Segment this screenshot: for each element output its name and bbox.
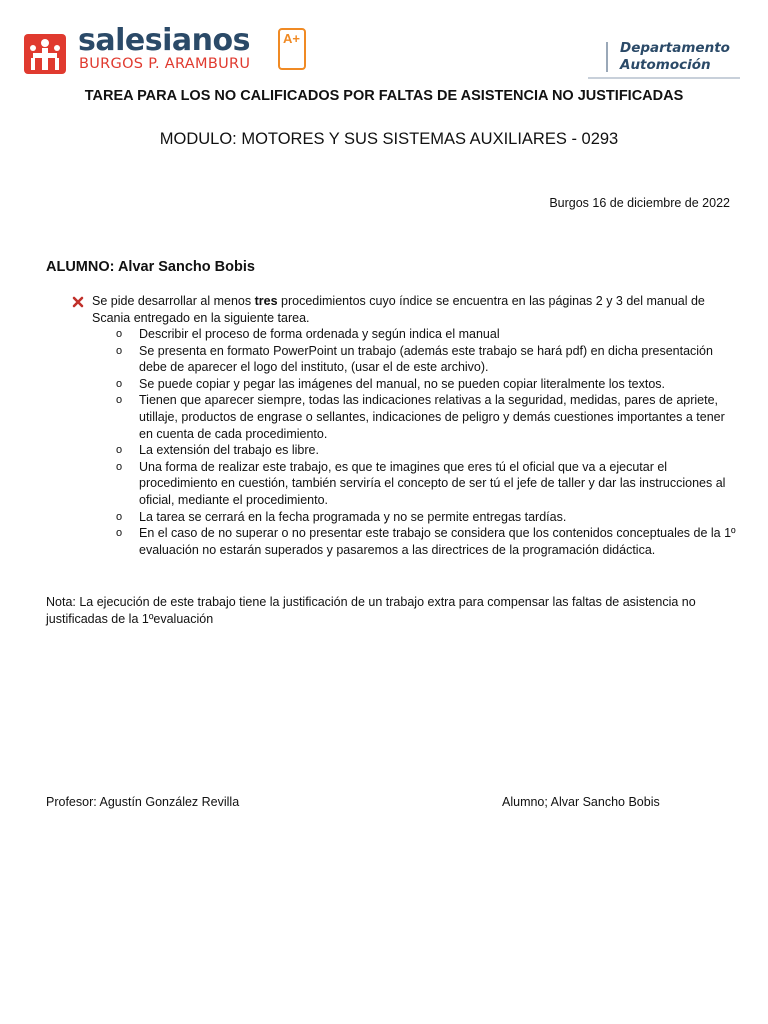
- document-title: TAREA PARA LOS NO CALIFICADOS POR FALTAS DE ASISTENCIA NO JUSTIFICADAS: [84, 88, 684, 104]
- list-item-text: La extensión del trabajo es libre.: [139, 443, 319, 458]
- main-instruction-before: Se pide desarrollar al menos: [92, 294, 255, 308]
- main-instruction-bold: tres: [254, 294, 278, 308]
- list-marker: o: [116, 394, 123, 407]
- note-paragraph: Nota: La ejecución de este trabajo tiene la justificación de un trabajo extra para compensar las faltas de asistencia no justificadas de la 1ºevaluación: [46, 595, 696, 626]
- document-date: Burgos 16 de diciembre de 2022: [549, 196, 730, 210]
- list-marker: o: [116, 510, 123, 523]
- list-marker: o: [116, 444, 123, 457]
- list-marker: o: [116, 460, 123, 473]
- red-x-icon: [72, 296, 84, 308]
- logo-name: salesianos: [78, 23, 250, 58]
- list-item-text: Se presenta en formato PowerPoint un trabajo (además este trabajo se hará pdf) en dicha presentación debe de aparecer el logo del instituto, (usar el de este archivo).: [139, 343, 713, 375]
- list-marker: o: [116, 377, 123, 390]
- list-item: [116, 326, 736, 343]
- list-marker: o: [116, 344, 123, 357]
- department-divider: [606, 42, 608, 72]
- list-item: [116, 509, 736, 526]
- badge-label: A+: [283, 31, 300, 46]
- department-line-1: Departamento: [620, 40, 730, 56]
- list-item-text: Tienen que aparecer siempre, todas las indicaciones relativas a la seguridad, medidas, pares de apriete, utillaje, productos de engrase o sellantes, indicaciones de peligro y demás cuestiones importantes a tener en cuenta de cada procedimiento.: [139, 393, 725, 441]
- document-header: [0, 0, 768, 80]
- list-item: [116, 442, 736, 459]
- quality-badge-icon: [278, 28, 306, 70]
- list-marker: o: [116, 328, 123, 340]
- main-instruction-text: [92, 293, 732, 326]
- list-item: [116, 459, 736, 509]
- list-item: [116, 525, 736, 558]
- main-instruction-after: procedimientos cuyo índice se encuentra en las páginas 2 y 3 del manual de Scania entregado en la siguiente tarea.: [92, 294, 705, 325]
- header-rule: [588, 77, 740, 79]
- list-item-text: En el caso de no superar o no presentar este trabajo se considera que los contenidos conceptuales de la 1º evaluación no estarán superados y pasaremos a las directrices de la programación didáctica.: [139, 526, 736, 557]
- list-item-text: La tarea se cerrará en la fecha programada y no se permite entregas tardías.: [139, 509, 567, 524]
- department-name: [620, 40, 730, 74]
- list-item-text: Describir el proceso de forma ordenada y según indica el manual: [139, 327, 500, 341]
- student-heading: ALUMNO: Alvar Sancho Bobis: [46, 259, 255, 275]
- requirements-list: [116, 326, 736, 558]
- logo-subtitle: BURGOS P. ARAMBURU: [79, 56, 251, 72]
- module-title: MODULO: MOTORES Y SUS SISTEMAS AUXILIARES - 0293: [159, 130, 619, 148]
- department-line-2: Automoción: [620, 57, 711, 73]
- main-instruction: [72, 293, 732, 326]
- teacher-signature: Profesor: Agustín González Revilla: [46, 795, 240, 809]
- list-item: [116, 376, 736, 393]
- list-item-text: Se puede copiar y pegar las imágenes del manual, no se pueden copiar literalmente los textos.: [139, 376, 666, 391]
- salesianos-logo-icon: [24, 34, 66, 74]
- list-item: [116, 392, 736, 442]
- student-signature: Alumno; Alvar Sancho Bobis: [502, 795, 660, 809]
- list-marker: o: [116, 527, 123, 540]
- list-item-text: Una forma de realizar este trabajo, es que te imagines que eres tú el oficial que va a ejecutar el procedimiento en cuestión, también serviría el concepto de ser tú el jefe de taller y dar las instrucciones al oficial, mediante el procedimiento.: [139, 459, 726, 507]
- list-item: [116, 343, 736, 376]
